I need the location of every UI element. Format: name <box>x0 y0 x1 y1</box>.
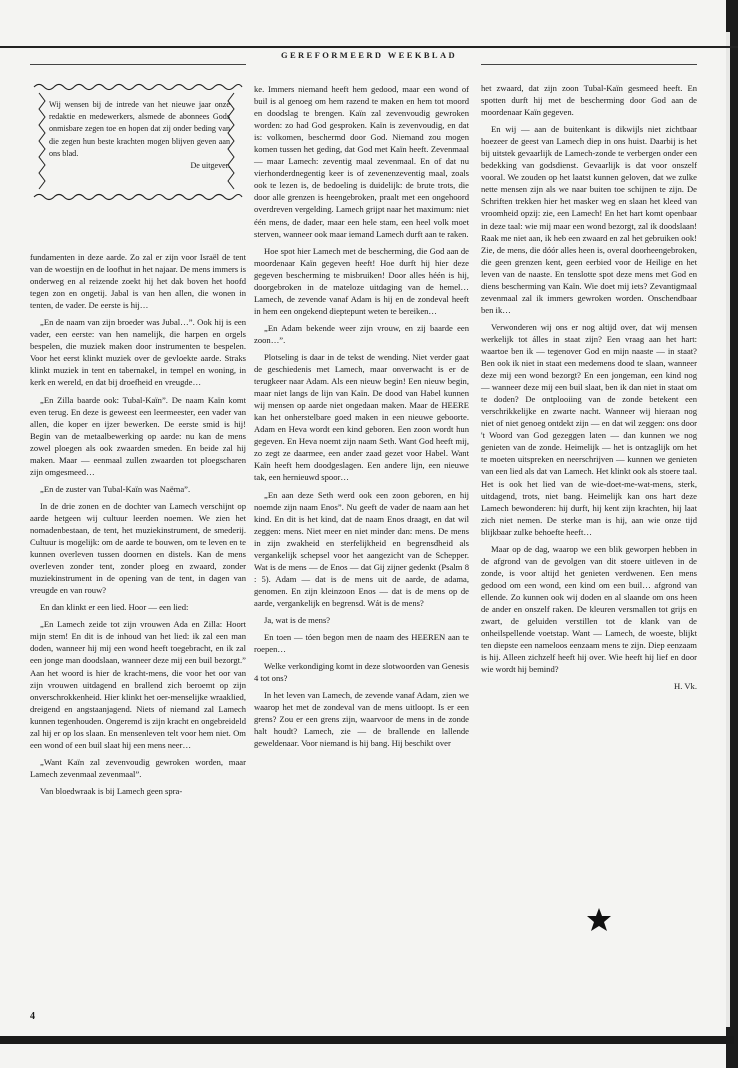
column-2 <box>254 83 469 754</box>
paragraph: En wij — aan de buitenkant is dikwijls niet zichtbaar hoezeer de geest van Lamech diep in ons huist. Daarbij is het bij uitstek gevaarlijk de Lamech-zonde te verbergen onder een bedekking van godsdienst. Gevaarlijk is dat voor onszelf vooral. We zouden op het laatst kunnen geloven, dat we zulke nette mensen zijn als we naar buiten toe schijnen te zijn. De Schriften trekken hier het masker weg en slaan het kleed van vroomheid opzij: zie, een Lamech! En het hart komt openbaar in deze taal: wie mij maar een wond bezorgt, zal ik doodslaan! Raak me niet aan, ik heb een zwaard en zal het gebruiken ook! Zie, de mens, die dóór alles heen is, overal doorheengebroken, die geen grenzen kent, geen eerbied voor de Heilige en het leven van de naaste. En tenslotte spot deze mens met God en diens bescherming van Kaïn. Wie doet mij iets? Zevantigmaal zevenmaal zal ik immers gewroken worden. Onschendbaar ben ik… <box>481 124 697 315</box>
masthead-rule-right <box>481 64 697 65</box>
column-1 <box>30 251 246 802</box>
paragraph: het zwaard, dat zijn zoon Tubal-Kaïn gesmeed heeft. En spotten durft hij met de bescherming door God aan de moordenaar Kaïn gegeven. <box>481 83 697 118</box>
paragraph: fundamenten in deze aarde. Zo zal er zijn voor Israël de tent van de woestijn en de loofhut in het najaar. De mens immers is onderweg en al reizende zoekt hij het dak boven het hoofd tegen zon en ongetij. Jabal is van hen allen, die wonen in tenten, de vader. De eerste is hij… <box>30 252 246 311</box>
page-number: 4 <box>30 1011 35 1022</box>
notice-signature: De uitgever. <box>190 161 230 171</box>
paragraph: Verwonderen wij ons er nog altijd over, dat wij mensen werkelijk tot álles in staat zijn? Een vraag aan het hart: waartoe ben ik — tegenover God en mijn naaste — in staat? Ben ook ik niet in staat een medemens dood te slaan, wanneer deze mij een wond bezorgt? En een jongeman, een kind nog — wanneer deze mij een buil slaat, ben ik dan niet in staat om te doden? De ontplooiing van de zonde betekent een verschrikkelijke en zwarte nacht. Wanneer wij hieraan nog niet of niet genoeg ontdekt zijn — en dat wil zeggen: ons door 't Woord van God gezeggen laten — dan kunnen we nog genieten van de zonde. Heimelijk — het is ontzaglijk om het te moeten uitspreken en neerschrijven — kunnen we genieten van een lied als dat van Lamech. Het klinkt ook als stoere taal. Het is ook het lied van de wie-doet-me-wat-mens, sterk, uitdagend, trots, niet bang. Heimelijk kan ons hart deze Lamech bewonderen: hij durft, hij kent zijn krachten, hij laat zich niet nemen. De sterke man is hij, aan wie onze tijd blijkbaar zulke behoefte heeft… <box>481 321 697 537</box>
paragraph: En toen — tóen begon men de naam des HEEREN aan te roepen… <box>254 632 469 655</box>
star-ornament-icon <box>586 907 612 933</box>
paragraph: „En Adam bekende weer zijn vrouw, en zij baarde een zoon…”. <box>254 322 469 345</box>
paragraph: „En aan deze Seth werd ook een zoon geboren, en hij noemde zijn naam Enos”. Nu geeft de vader de naam aan het kind. En dit is het kind, dat de naam Enos draagt, en dat wil zeggen: mens. Niet meer en niet minder dan: mens. De mens in zijn zwakheid en sterfelijkheid en begrensdheid als vergankelijk schepsel voor het aangezicht van de Schepper. Wat is de mens — de Enos — dat Gij zijner gedenkt (Psalm 8 : 5). Adam — dat is de mens uit de aarde, de adama, genomen. En zijn kleinzoon Enos — dat is de mens op de aarde, vergankelijk en begrensd. Wát is de mens? <box>254 489 469 608</box>
top-border-line <box>0 46 738 48</box>
bottom-border-bar <box>0 1036 734 1044</box>
notice-text: Wij wensen bij de intrede van het nieuwe jaar onze redaktie en medewerkers, alsmede de abonnees Gods onmisbare zegen toe en hopen dat zij onder beding van die zegen hun beste krachten mogen blijven geven aan ons blad. <box>49 100 230 158</box>
page-edge-paper <box>726 32 730 1027</box>
paragraph: In het leven van Lamech, de zevende vanaf Adam, zien we waarop het met de zondeval van de mens uitloopt. Is er een grens? Zou er een grens zijn, waarvoor de mens in de zonde halt houdt? Lamech, zie — de brallende en lallende geweldenaar. Voor niemand is hij bang. Hij beschikt over <box>254 690 469 749</box>
paragraph: Ja, wat is de mens? <box>264 614 331 625</box>
author-signature: H. Vk. <box>674 681 697 692</box>
paragraph: ke. Immers niemand heeft hem gedood, maar een wond of buil is al genoeg om hem razend te maken en hem tot moord en doodslag te brengen. Kaïn zal zevenvoudig gewroken worden: zo had God gesproken. Kaïn is zevenvoudig, en dat is: volkomen, beschermd door God. Niemand zou mogen komen tussen het geding, dat God met Kaïn heeft. Zevenmaal — maar Lamech: zeventig maal zevenmaal. En of dat nu vierhonderdnegentig keer is of zevenenzeventig maal, zoals ook te lezen is, de bedoeling is duidelijk: de brute trots, die door alle grenzen is heengebroken, praalt met een ongehoord overdreven vergelding. Lamech grijpt naar het maximum: niet één mens, de dader, maar een hele stam, een heel volk moet sterven, wanneer ook maar iemand Lamech durft aan te raken. <box>254 84 469 239</box>
paragraph: Maar op de dag, waarop we een blik geworpen hebben in de afgrond van de gevolgen van dit stoere uitleven in de zonde, is voor altijd het genieten verdwenen. Een mens gedood om een wond, een kind om een buil… afgrond van ellende. Zo kunnen ook wij doden en al slaande om ons heen de ander en onszelf raken. De kleuren versmallen tot grijs en zwart, de geluiden verstillen tot de klank van de onheilspellende voetstap. Want — Lamech, de woeste, blijkt ten diepste een nameloos eenzaam mens te zijn. Diep eenzaam is hij. Alleen zichzelf heeft hij over. Wie heeft hij lief en door wie wordt hij bemind? <box>481 543 697 675</box>
paragraph: Plotseling is daar in de tekst de wending. Niet verder gaat de geschiedenis met Lamech, maar onverwacht is er de terugkeer naar Adam. Als een nieuw begin! Een nieuw begin, maar niet langs de lijn van Kaïn. De dood van Habel kunnen wij mensen op aarde niet ongedaan maken. Maar de HEERE kan het onherstelbare goed maken in een nieuwe geboorte. Adam en Heva wordt een kind geboren. Een zoon wordt hun gegeven. En Heva noemt zijn naam Seth. Want God heeft mij, zo zegt ze daarmee, een ander zaad gezet voor Habel. Want Kaïn heeft hem doodgeslagen. Een andere lijn, een nieuwe tak, een hernieuwd spoor… <box>254 351 469 483</box>
column-3 <box>481 82 697 692</box>
paragraph: In de drie zonen en de dochter van Lamech verschijnt op aarde hetgeen wij cultuur leerden noemen. We zien het nomadenbestaan, de tent, het muziekinstrument, de smederij. Cultuur is mogelijk: om de aarde te bouwen, om te leven en te kunnen overleven tussen doornen en distels. Kan de mens overleven zonder tent, zonder ploeg en zwaard, zonder muziekinstrument in de opening van de tent, in dagen van vreugde en van rouw? <box>30 500 246 596</box>
paragraph: „Want Kaïn zal zevenvoudig gewroken worden, maar Lamech zevenmaal zevenmaal”. <box>30 756 246 779</box>
new-year-notice-box <box>30 81 243 203</box>
paragraph: „En Lamech zeide tot zijn vrouwen Ada en Zilla: Hoort mijn stem! En dit is de inhoud van het lied: ik zal een man doden, wanneer hij mij een wond heeft toegebracht, en ik zal een jonge man doodslaan, wanneer deze mij een buil bezorgt.” Aan het woord is hier de kracht-mens, die voor het oor van zijn vrouwen uitdagend en brallend zich beroemt op zijn onverschrokkenheid. Hier klinkt het oer-menselijke wraaklied, dreigend en angstaanjagend. Niets of niemand zal Lamech kunnen tegenhouden. Ongeremd is zijn kracht en ongebreideld zal hij er op los slaan. En mensenleven telt voor hem niet. Om een wond of een buil slaat hij een mens neer… <box>30 619 246 750</box>
paragraph: „En Zilla baarde ook: Tubal-Kaïn”. De naam Kaïn komt even terug. En deze is geweest een leermeester, een vader van allen, die koper en ijzer bewerken. De eerste smid is hij! Begin van de metaalbewerking op aarde: nu kan de mens zowel ploegen als ook zwaarden smeden. En beide zal hij maken. Maar — eenmaal zullen zwaarden tot ploegscharen zijn omgesmeed… <box>30 394 246 477</box>
paragraph: „En de naam van zijn broeder was Jubal…”. Ook hij is een vader, een eerste: van hen namelijk, die harpen en orgels bespelen, die muziek maken door instrumenten te bespelen. Voor het eerst klinkt muziek over de gevloekte aarde. Straks klinkt muziek in tent en tabernakel, in tempel en woning, in kerk en wereld, en dat bij droefheid en vreugde… <box>30 317 246 388</box>
paragraph: „En de zuster van Tubal-Kaïn was Naëma”. <box>40 483 191 494</box>
paragraph: En dan klinkt er een lied. Hoor — een lied: <box>40 602 189 613</box>
paragraph: Hoe spot hier Lamech met de bescherming, die God aan de moordenaar Kaïn gegeven heeft! Hoe durft hij hier deze gegeven bescherming te misbruiken! Door alles héén is hij, doorgebroken in de mateloze uitdaging van de hemel… Lamech, de zevende vanaf Adam is hij en de zondeval heeft in hem een ongekend dieptepunt weten te bereiken… <box>254 245 469 316</box>
masthead-rule-left <box>30 64 246 65</box>
paragraph: Van bloedwraak is bij Lamech geen spra- <box>40 785 183 796</box>
paragraph: Welke verkondiging komt in deze slotwoorden van Genesis 4 tot ons? <box>254 661 469 684</box>
masthead: GEREFORMEERD WEEKBLAD <box>280 50 458 60</box>
